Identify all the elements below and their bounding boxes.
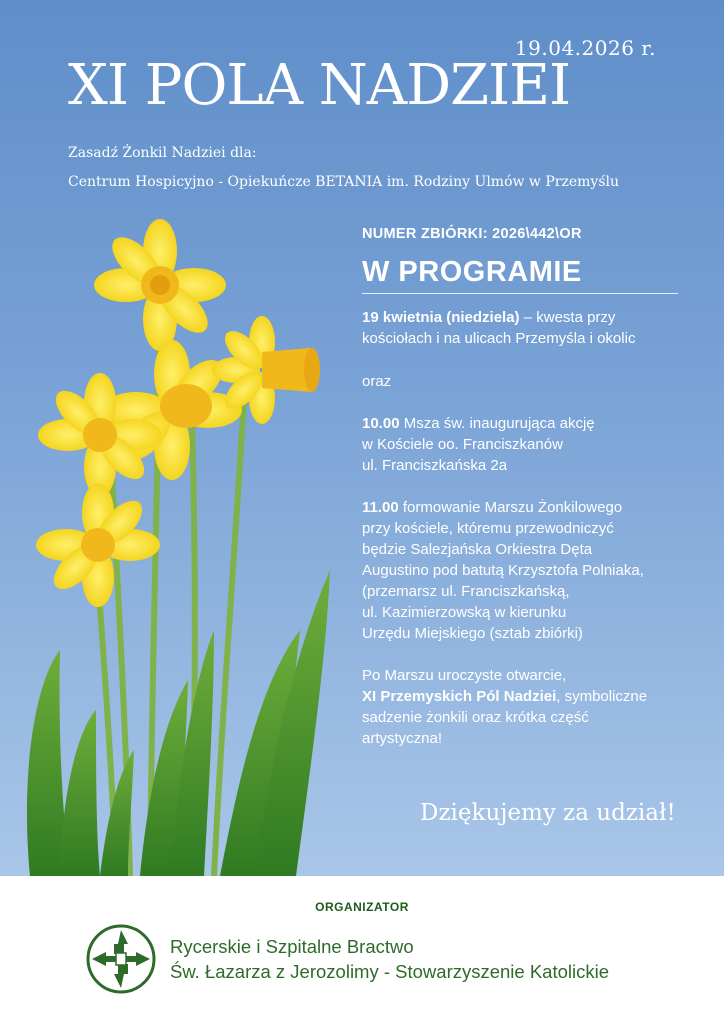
subtitle-line1: Zasadź Żonkil Nadziei dla: — [68, 145, 257, 161]
footer — [0, 876, 724, 1024]
subtitle-line2: Centrum Hospicyjno - Opiekuńcze BETANIA im. Rodziny Ulmów w Przemyślu — [68, 174, 620, 190]
poster-title: XI POLA NADZIEI — [68, 53, 571, 118]
mass-time: 10.00 — [362, 415, 400, 432]
program-heading: W PROGRAMIE — [362, 256, 582, 288]
fields-name: XI Przemyskich Pól Nadziei — [362, 688, 557, 705]
daffodils-illustration — [0, 210, 360, 876]
program-item-mass: 10.00 Msza św. inaugurująca akcję w Kościele oo. Franciszkanów ul. Franciszkańska 2a — [362, 415, 595, 474]
march-time: 11.00 — [362, 499, 399, 516]
program-item-collection: 19 kwietnia (niedziela) – kwesta przy kościołach i na ulicach Przemyśla i okolic — [362, 309, 636, 347]
event-date: 19.04.2026 r. — [514, 36, 656, 60]
heading-divider — [362, 293, 678, 294]
program-item-march: 11.00 formowanie Marszu Żonkilowego przy kościele, któremu przewodniczyć będzie Salezjańska Orkiestra Dęta Augustino pod batutą Krzysztofa Polniaka, (przemarsz ul. Franciszkańską, ul. Kazimierzowską w kierunku Urzędu Miejskiego (sztab zbiórki) — [362, 499, 644, 642]
lazarus-cross-logo-icon — [86, 924, 156, 994]
collection-date: 19 kwietnia (niedziela) — [362, 309, 520, 326]
organizer-name: Rycerskie i Szpitalne Bractwo Św. Łazarza z Jerozolimy - Stowarzyszenie Katolickie — [170, 936, 610, 982]
organizer-label: ORGANIZATOR — [315, 900, 409, 914]
program-item-opening: Po Marszu uroczyste otwarcie, XI Przemyskich Pól Nadziei, symboliczne sadzenie żonkili oraz krótka część artystyczna! — [362, 667, 648, 747]
program-oraz: oraz — [362, 373, 392, 390]
program-panel — [362, 226, 682, 749]
thank-you-text: Dziękujemy za udział! — [420, 800, 676, 826]
collection-number: NUMER ZBIÓRKI: 2026\442\OR — [362, 226, 582, 242]
